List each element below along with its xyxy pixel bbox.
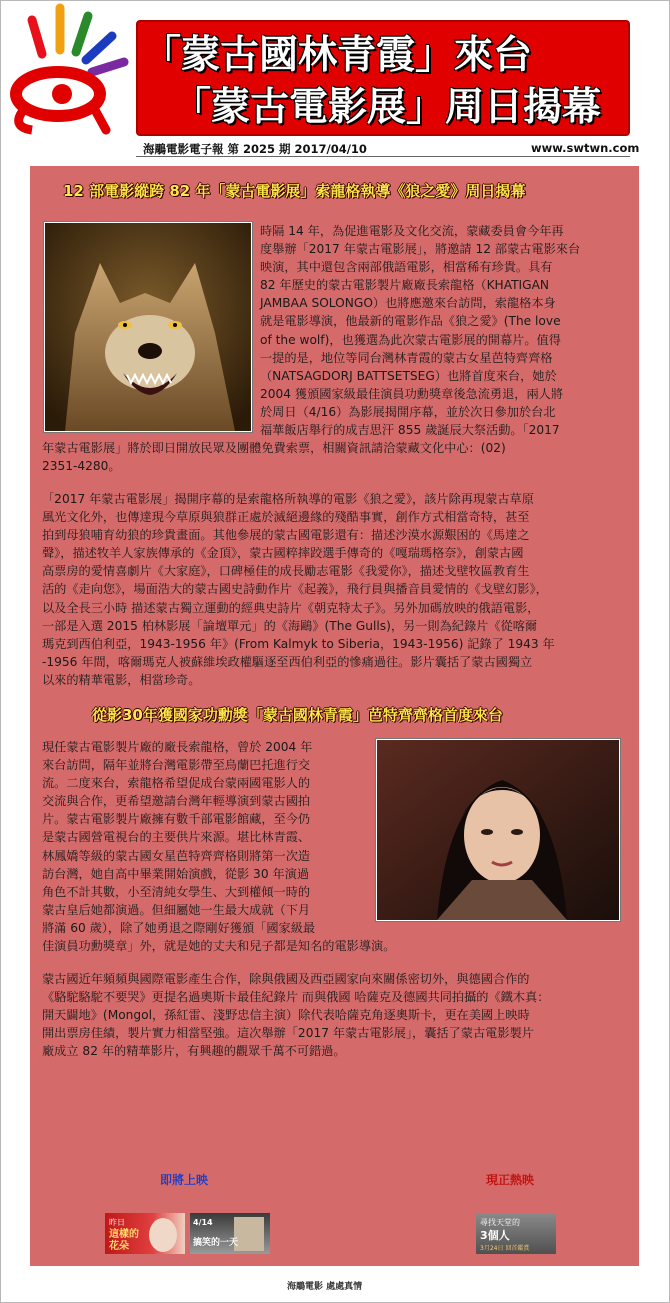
poster3-line2: 3個人 — [480, 1229, 510, 1242]
section1-para1-line: 福華飯店舉行的成吉思汗 855 歲誕辰大祭活動。「2017 — [260, 423, 560, 438]
section1-para2-line: -1956 年間，喀爾瑪克人被蘇維埃政權驅逐至西伯利亞的慘痛過往。影片囊括了蒙古國獨立 — [42, 654, 533, 669]
section1-para2-line: 活的《走向您》，場面浩大的蒙古國史詩動作片《起義》，飛行員與播音員愛情的《戈壁幻影》， — [42, 582, 548, 597]
banner-line-1: 「蒙古國林青霞」來台 — [142, 33, 533, 78]
poster1-line1: 昨日 — [109, 1218, 125, 1227]
section1-para2-line: 高票房的愛情喜劇片《大家庭》，口碑極佳的成長勵志電影《我愛你》，描述戈壁牧區教育生 — [42, 564, 530, 579]
section2-para2-line: 開出票房佳績，製片實力相當堅強。這次舉辦「2017 年蒙古電影展」，囊括了蒙古電影製片 — [42, 1026, 534, 1041]
section1-para2 — [42, 490, 627, 689]
section1-para1-line: 於周日（4/16）為影展揭開序幕，並於次日參加於台北 — [260, 404, 556, 419]
upcoming-poster-1[interactable] — [105, 1213, 185, 1254]
section2-para1-line: 是蒙古國營電視台的主要供片來源。堪比林青霞、 — [42, 830, 311, 845]
section1-para1-full-line: 年蒙古電影展」將於即日開放民眾及團體免費索票，相關資訊請洽蒙藏文化中心：(02) — [42, 441, 506, 455]
poster2-line1: 4/14 — [193, 1218, 213, 1227]
section2-para1-wrapped — [42, 738, 368, 937]
section1-para2-line: 瑪克到西伯利亞，1943-1956 年》(From Kalmyk to Siberia，1943-1956) 記錄了 1943 年 — [42, 636, 555, 651]
upcoming-poster-2[interactable] — [190, 1213, 270, 1254]
actress-photo — [376, 739, 620, 921]
section2-para1-line: 來台訪問，隔年並將台灣電影帶至烏蘭巴托進行交 — [42, 758, 311, 773]
swtwn-logo[interactable] — [2, 2, 132, 137]
section1-para2-line: 以及全長三小時 描述蒙古獨立運動的經典史詩片《朝克特太子》。另外加碼放映的俄語電影， — [42, 600, 540, 615]
section2-para1-full-line: 佳演員功勳獎章」外，就是她的丈夫和兒子都是知名的電影導演。 — [42, 939, 396, 953]
section1-para1-line: of the wolf)，也獲選為此次蒙古電影展的開幕片。值得 — [260, 332, 561, 347]
section1-para1-wrapped — [260, 222, 622, 439]
article-panel — [30, 166, 639, 1266]
headline-banner — [136, 20, 630, 136]
section2-para2-line: 開天闢地》(Mongol，孫紅雷、淺野忠信主演）除代表哈薩克角逐奧斯卡，更在美國上映時 — [42, 1008, 530, 1023]
section1-para2-line: 風光文化外，也傳達現今草原與狼群正處於滅絕邊緣的殘酷事實，創作方式相當奇特，甚至 — [42, 510, 530, 525]
poster3-line3: 3月24日 回首鑑賞 — [480, 1245, 530, 1252]
section1-para1-line: （NATSAGDORJ BATTSETSEG）也將首度來台，她於 — [260, 368, 557, 383]
poster3-line1: 尋找天堂的 — [480, 1218, 520, 1227]
section1-para1-line: 82 年歷史的蒙古電影製片廠廠長索龍格（KHATIGAN — [260, 278, 550, 293]
section1-para2-line: 一部是入選 2015 柏林影展「論壇單元」的《海鷗》(The Gulls)，另一則為紀錄片《從喀爾 — [42, 618, 538, 633]
section1-para1-line: 度舉辦「2017 年蒙古電影展」，將邀請 12 部蒙古電影來台 — [260, 242, 581, 257]
footer-slogan[interactable] — [287, 1279, 362, 1292]
upcoming-label[interactable]: 即將上映 — [160, 1173, 209, 1187]
section2-para1-line: 蒙古皇后她都演過。但細屬她一生最大成就（下月 — [42, 902, 311, 917]
section2-para1-line: 訪台灣，她自高中畢業開始演戲，從影 30 年演過 — [42, 866, 310, 881]
section1-para2-line: 以來的精華電影，相當珍奇。 — [42, 672, 201, 687]
poster1-line2: 這樣的 — [109, 1229, 139, 1240]
section1-para1-line: JAMBAA SOLONGO）也將應邀來台訪問，索龍格本身 — [260, 296, 556, 311]
section2-para1-line: 將滿 60 歲），除了她勇退之際剛好獲頒「國家級最 — [42, 920, 316, 935]
section2-title: 從影30年獲國家功勳獎「蒙古國林青霞」芭特齊齊格首度來台 — [92, 706, 503, 724]
now-showing-poster[interactable] — [476, 1213, 556, 1254]
now-showing-label[interactable]: 現正熱映 — [486, 1173, 535, 1187]
section1-para1-line: 時隔 14 年，為促進電影及文化交流，蒙藏委員會今年再 — [260, 224, 564, 238]
section2-para2-line: 《駱駝駱駝不要哭》更提名過奧斯卡最佳紀錄片 而與俄國 哈薩克及德國共同拍攝的《鐵木真： — [42, 990, 550, 1005]
section1-para1-line: 2004 獲頒國家級最佳演員功勳獎章後急流勇退，兩人將 — [260, 386, 564, 401]
section1-para1-full-line: 2351-4280。 — [42, 459, 121, 474]
poster1-line3: 花朵 — [109, 1241, 129, 1252]
section1-para1-full — [42, 439, 622, 475]
section1-para2-line: 「2017 年蒙古電影展」揭開序幕的是索龍格所執導的電影《狼之愛》，該片除再現蒙古草原 — [42, 492, 534, 506]
footer-text: 海鵰電影 處處真情 — [287, 1282, 363, 1292]
issue-info: 海鵰電影電子報 第 2025 期 2017/04/10 — [143, 142, 367, 156]
section1-para2-line: 拍到母狼哺育幼狼的珍貴畫面。其他參展的蒙古國電影還有：描述沙漠水源艱困的《馬達之 — [42, 528, 530, 543]
site-link[interactable]: www.swtwn.com — [531, 141, 640, 155]
section2-para1-line: 角色不計其數，小至清純女學生、大到權傾一時的 — [42, 884, 311, 899]
banner-line-2: 「蒙古電影展」周日揭幕 — [172, 85, 602, 130]
section2-para1-line: 交流與合作，更希望邀請台灣年輕導演到蒙古國拍 — [42, 794, 311, 809]
section2-para1-line: 林鳳嬌等級的蒙古國女星芭特齊齊格則將第一次造 — [42, 848, 311, 863]
section2-para1-line: 片。蒙古電影製片廠擁有數千部電影館藏，至今仍 — [42, 812, 311, 827]
section2-para2-line: 蒙古國近年頻頻與國際電影產生合作，除與俄國及西亞國家向來關係密切外，與德國合作的 — [42, 972, 530, 986]
section2-para1-line: 流。二度來台，索龍格希望促成台蒙兩國電影人的 — [42, 776, 311, 791]
section2-para1-full — [42, 937, 622, 955]
section2-para1-line: 現任蒙古電影製片廠的廠長索龍格，曾於 2004 年 — [42, 740, 313, 754]
section2-para2 — [42, 970, 627, 1060]
poster2-line2: 搞笑的一天 — [193, 1238, 239, 1248]
header-divider — [136, 156, 630, 157]
wolf-photo — [44, 222, 252, 432]
section1-para1-line: 映演，其中還包含兩部俄語電影，相當稀有珍貴。具有 — [260, 260, 553, 275]
section1-para2-line: 聲》，描述牧羊人家族傳承的《金頂》，蒙古國粹摔跤選手傳奇的《嘎瑞瑪格奈》，創蒙古國 — [42, 546, 524, 561]
section2-para2-line: 廠成立 82 年的精華影片，有興趣的觀眾千萬不可錯過。 — [42, 1044, 346, 1059]
section1-para1-line: 就是電影導演，他最新的電影作品《狼之愛》(The love — [260, 314, 561, 329]
section1-title: 12 部電影縱跨 82 年「蒙古電影展」索龍格執導《狼之愛》周日揭幕 — [63, 182, 526, 200]
section1-para1-line: 一提的是，地位等同台灣林青霞的蒙古女星芭特齊齊格 — [260, 350, 553, 365]
